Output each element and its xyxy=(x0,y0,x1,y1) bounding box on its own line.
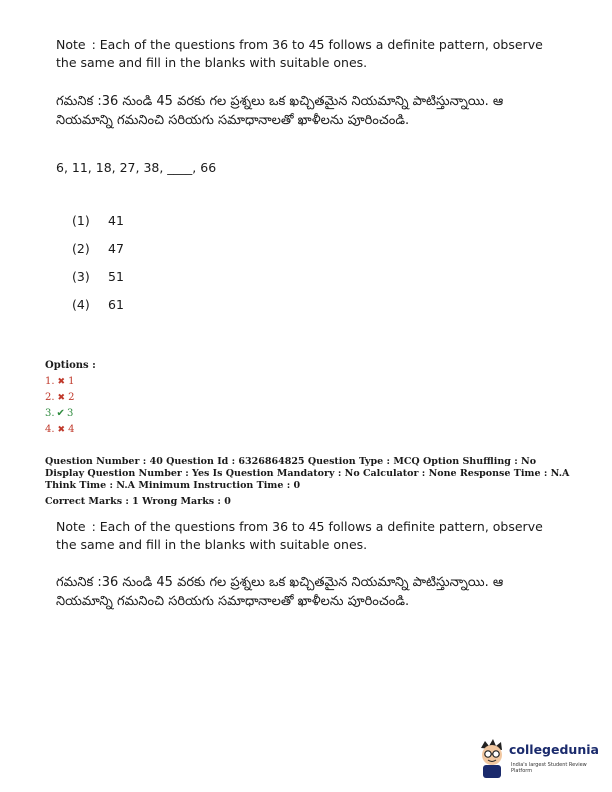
question-metadata: Question Number : 40 Question Id : 6326864825 Question Type : MCQ Option Shuffling : No Display Question Number : Yes Is Question Mandatory : No Calculator : None Response Time : N.A Think Time : N.A Minimum Instruction Time : 0 xyxy=(45,456,570,491)
question-note xyxy=(56,36,556,72)
choice-4: (4) 61 xyxy=(72,297,124,312)
brand-name: collegedunia xyxy=(509,742,599,757)
check-icon: ✔ xyxy=(56,408,65,419)
note-text: : Each of the questions from 36 to 45 follows a definite pattern, observe the same and fill in the blanks with suitable ones. xyxy=(56,37,543,70)
cross-icon: ✖ xyxy=(57,425,66,435)
note-text: : Each of the questions from 36 to 45 follows a definite pattern, observe the same and fill in the blanks with suitable ones. xyxy=(56,519,543,552)
option-item: 4. ✖ 4 xyxy=(45,424,75,435)
telugu-text: గమనిక :36 నుండి 45 వరకు గల ప్రశ్నలు ఒక ఖచ్చితమైన నియమాన్ని పాటిస్తున్నాయి. ఆ నియమాన్ని గమనించి సరియగు సమాధానాలతో ఖాళీలను పూరించండి. xyxy=(56,94,504,128)
collegedunia-logo xyxy=(475,738,605,782)
note-label: Note xyxy=(56,519,86,534)
note-label: Note xyxy=(56,37,86,52)
options-list xyxy=(45,358,96,438)
marks-info: Correct Marks : 1 Wrong Marks : 0 xyxy=(45,496,231,507)
telugu-instruction xyxy=(56,573,556,611)
choice-1: (1) 41 xyxy=(72,213,124,228)
question-note xyxy=(56,518,556,554)
telugu-text: గమనిక :36 నుండి 45 వరకు గల ప్రశ్నలు ఒక ఖచ్చితమైన నియమాన్ని పాటిస్తున్నాయి. ఆ నియమాన్ని గమనించి సరియగు సమాధానాలతో ఖాళీలను పూరించండి. xyxy=(56,575,504,609)
telugu-instruction xyxy=(56,92,556,130)
brand-tagline: India's largest Student Review Platform xyxy=(511,762,587,774)
choice-3: (3) 51 xyxy=(72,269,124,284)
option-item: 1. ✖ 1 xyxy=(45,376,75,387)
option-item-correct: 3. ✔ 3 xyxy=(45,408,74,419)
options-heading: Options : xyxy=(45,360,96,371)
student-mascot-icon xyxy=(475,738,509,780)
choice-2: (2) 47 xyxy=(72,241,124,256)
cross-icon: ✖ xyxy=(57,377,66,387)
option-item: 2. ✖ 2 xyxy=(45,392,75,403)
number-series: 6, 11, 18, 27, 38, ____, 66 xyxy=(56,160,217,175)
cross-icon: ✖ xyxy=(57,393,66,403)
